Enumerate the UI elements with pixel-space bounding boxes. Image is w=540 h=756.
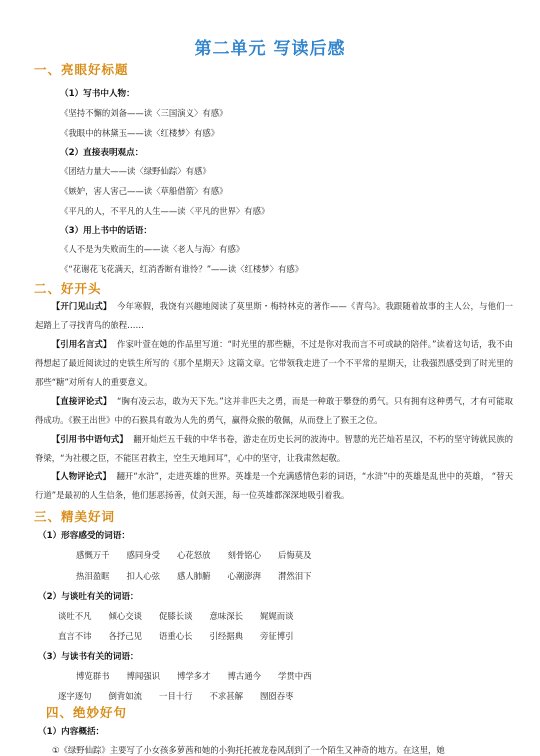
summary-text: ①《绿野仙踪》主要写了小女孩多萝茜和她的小狗托托被龙卷风刮到了一个陌生又神奇的地方。在这里，她 bbox=[52, 745, 445, 755]
word-row bbox=[58, 690, 311, 702]
word: 博古通今 bbox=[227, 671, 261, 681]
word: 意味深长 bbox=[209, 611, 243, 621]
word: 扣人心弦 bbox=[126, 571, 160, 581]
word: 学贯中西 bbox=[278, 671, 312, 681]
word: 博闻强识 bbox=[126, 671, 160, 681]
word: 娓娓而谈 bbox=[260, 611, 294, 621]
opening-paragraph bbox=[35, 467, 513, 505]
subheading-feelings: （1）形容感受的词语： bbox=[38, 531, 130, 541]
word: 谈吐不凡 bbox=[58, 611, 92, 621]
example-title: 《团结力量大——读〈绿野仙踪〉有感》 bbox=[60, 166, 211, 176]
paragraph-text: “胸有凌云志，敢为天下先。”这并非匹夫之勇，而是一种敢于攀登的勇气。只有拥有这种勇气，才有可能取得成功。《猴王出世》中的石猴具有敢为人先的勇气，赢得众猴的敬佩，从而登上了猴王之位。 bbox=[35, 396, 514, 425]
subheading-reading: （3）与读书有关的词语： bbox=[38, 652, 139, 662]
word-row bbox=[58, 610, 311, 622]
section-heading-openings: 二、好开头 bbox=[34, 281, 102, 296]
word: 刻骨铭心 bbox=[227, 550, 261, 560]
paragraph-label: 【引用名言式】 bbox=[51, 339, 112, 349]
page-title: 第二单元 写读后感 bbox=[194, 39, 346, 59]
opening-paragraph bbox=[35, 297, 513, 335]
word-row bbox=[76, 549, 329, 561]
word: 不求甚解 bbox=[209, 691, 243, 701]
example-title: 《人不是为失败而生的——读〈老人与海〉有感》 bbox=[60, 244, 245, 254]
word: 逐字逐句 bbox=[58, 691, 92, 701]
word: 各抒己见 bbox=[108, 631, 142, 641]
subheading-summary: （1）内容概括： bbox=[38, 727, 105, 737]
word: 热泪盈眶 bbox=[76, 571, 110, 581]
word-row bbox=[76, 570, 329, 582]
opening-paragraph bbox=[35, 335, 513, 392]
word: 博学多才 bbox=[177, 671, 211, 681]
paragraph-text: 翻开灿烂五千载的中华书卷，游走在历史长河的波涛中。智慧的光芒灿若星汉，不朽的坚守铸就民族的脊梁，“为社稷之臣，不能匡君救主，空生天地间耳”，心中的坚守，让我肃然起敬。 bbox=[35, 434, 514, 463]
section-heading-words: 三、精美好词 bbox=[34, 509, 116, 524]
word: 心潮澎湃 bbox=[227, 571, 261, 581]
subheading-characters: （1）写书中人物： bbox=[60, 89, 135, 99]
word: 感人肺腑 bbox=[177, 571, 211, 581]
paragraph-text: 今年寒假，我饶有兴趣地阅读了莫里斯・梅特林克的著作——《青鸟》。我跟随着故事的主人公，与他们一起踏上了寻找青鸟的旅程…… bbox=[35, 301, 513, 330]
example-title: 《嫉妒，害人害己——读〈草船借箭〉有感》 bbox=[60, 186, 228, 196]
paragraph-text: 翻开“水浒”，走进英雄的世界。英雄是一个充满感情色彩的词语，“水浒”中的英雄是乱世中的英雄， “替天行道”是最初的人生信条，他们惩恶扬善，仗剑天涯，每一位英雄都深深地吸引着我。 bbox=[35, 471, 513, 500]
section-heading-titles: 一、亮眼好标题 bbox=[34, 62, 129, 77]
word: 引经据典 bbox=[209, 631, 243, 641]
word: 倒背如流 bbox=[108, 691, 142, 701]
subheading-quotes: （3）用上书中的话语： bbox=[60, 226, 152, 236]
word-row bbox=[58, 630, 311, 642]
paragraph-text: 作家叶萱在她的作品里写道：“时光里的那些糖，不过是你对我而言不可或缺的陪伴。”读着这句话，我不由得想起了最近阅读过的史铁生所写的《那个星期天》这篇文章。它带领我走进了一个不平常的星期天，让我强烈感受到了时光里的那些“糖”对所有人的重要意义。 bbox=[35, 339, 514, 387]
word: 感同身受 bbox=[126, 550, 160, 560]
paragraph-label: 【直接评论式】 bbox=[51, 396, 112, 406]
example-title: 《我眼中的林黛玉——读〈红楼梦〉有感》 bbox=[60, 128, 220, 138]
word: 倾心交谈 bbox=[108, 611, 142, 621]
paragraph-label: 【人物评论式】 bbox=[51, 471, 111, 481]
example-title: 《坚持不懈的刘备——读〈三国演义〉有感》 bbox=[60, 108, 228, 118]
paragraph-label: 【开门见山式】 bbox=[51, 301, 112, 311]
word: 潸然泪下 bbox=[278, 571, 312, 581]
section-heading-sentences: 四、绝妙好句 bbox=[46, 705, 128, 720]
opening-paragraph bbox=[35, 430, 513, 468]
example-title: 《平凡的人，不平凡的人生——读〈平凡的世界〉有感》 bbox=[60, 206, 270, 216]
word: 心花怒放 bbox=[177, 550, 211, 560]
word: 感慨万千 bbox=[76, 550, 110, 560]
opening-paragraph bbox=[35, 392, 513, 430]
word: 后悔莫及 bbox=[278, 550, 312, 560]
word: 博览群书 bbox=[76, 671, 110, 681]
word: 旁征博引 bbox=[260, 631, 294, 641]
word: 囫囵吞枣 bbox=[260, 691, 294, 701]
word: 一目十行 bbox=[159, 691, 193, 701]
example-title: 《“花谢花飞花满天，红消香断有谁怜？”——读〈红楼梦〉有感》 bbox=[60, 264, 304, 274]
word-row bbox=[76, 670, 329, 682]
word: 促膝长谈 bbox=[159, 611, 193, 621]
word: 直言不讳 bbox=[58, 631, 92, 641]
subheading-conversation: （2）与谈吐有关的词语： bbox=[38, 592, 139, 602]
word: 语重心长 bbox=[159, 631, 193, 641]
paragraph-label: 【引用书中语句式】 bbox=[51, 434, 128, 444]
subheading-viewpoint: （2）直接表明观点： bbox=[60, 148, 144, 158]
